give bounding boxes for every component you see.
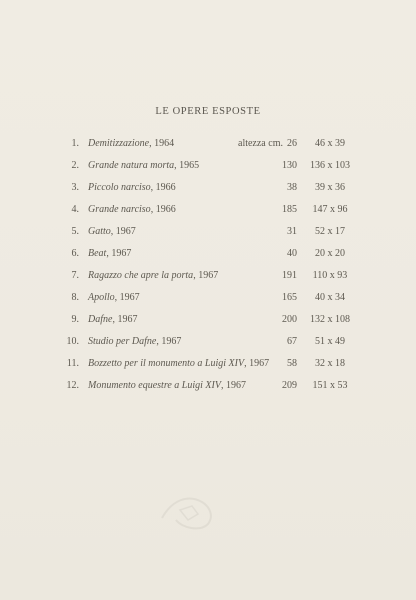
- item-work: [88, 225, 136, 239]
- item-height: 67: [287, 336, 297, 347]
- item-dimensions: 132 x 108: [310, 314, 350, 325]
- item-year: , 1967: [244, 358, 270, 369]
- item-number: 4.: [71, 204, 79, 215]
- item-year: , 1967: [112, 314, 138, 325]
- item-title: Apollo: [88, 292, 115, 303]
- list-item: [0, 291, 416, 305]
- item-title: Monumento equestre a Luigi XIV: [88, 380, 221, 391]
- item-work: [88, 357, 269, 371]
- embossed-seal: [158, 488, 220, 532]
- item-dimensions: 110 x 93: [312, 270, 348, 281]
- item-title: Bozzetto per il monumento a Luigi XIV: [88, 358, 245, 369]
- list-item: [0, 269, 416, 283]
- item-height: 40: [287, 248, 297, 259]
- item-height: 191: [282, 270, 297, 281]
- item-number: 3.: [71, 182, 79, 193]
- item-height: 209: [282, 380, 297, 391]
- item-number: 8.: [71, 292, 79, 303]
- item-number: 2.: [71, 160, 79, 171]
- page-title: LE OPERE ESPOSTE: [155, 106, 261, 117]
- list-item: [0, 225, 416, 239]
- item-work: [88, 181, 176, 195]
- item-work: [88, 159, 199, 173]
- item-work: [88, 247, 131, 261]
- item-height: 200: [282, 314, 297, 325]
- item-dimensions: 32 x 18: [315, 358, 345, 369]
- item-dimensions: 39 x 36: [315, 182, 345, 193]
- item-number: 6.: [71, 248, 79, 259]
- item-height: 58: [287, 358, 297, 369]
- item-number: 11.: [66, 358, 79, 369]
- item-work: [88, 313, 137, 327]
- item-year: , 1967: [106, 248, 132, 259]
- item-title: Demitizzazione: [88, 138, 150, 149]
- item-number: 5.: [71, 226, 79, 237]
- list-item: [0, 335, 416, 349]
- item-height: 165: [282, 292, 297, 303]
- list-item: [0, 137, 416, 151]
- item-dimensions: 136 x 103: [310, 160, 350, 171]
- item-year: , 1966: [150, 204, 176, 215]
- item-height: 38: [287, 182, 297, 193]
- item-dimensions: 51 x 49: [315, 336, 345, 347]
- item-title: Gatto: [88, 226, 111, 237]
- item-year: , 1964: [149, 138, 175, 149]
- item-height: 185: [282, 204, 297, 215]
- item-work: [88, 291, 140, 305]
- list-item: [0, 313, 416, 327]
- item-dimensions: 20 x 20: [315, 248, 345, 259]
- item-dimensions: 40 x 34: [315, 292, 345, 303]
- item-dimensions: 52 x 17: [315, 226, 345, 237]
- item-year: , 1967: [156, 336, 182, 347]
- item-work: [88, 335, 181, 349]
- item-year: , 1967: [110, 226, 136, 237]
- item-number: 1.: [71, 138, 79, 149]
- item-year: , 1965: [174, 160, 200, 171]
- item-title: Piccolo narciso: [88, 182, 151, 193]
- list-item: [0, 357, 416, 371]
- item-height: 130: [282, 160, 297, 171]
- item-title: Beat: [88, 248, 107, 259]
- item-dimensions: 46 x 39: [315, 138, 345, 149]
- list-item: [0, 159, 416, 173]
- item-work: [88, 137, 174, 151]
- item-dimensions: 147 x 96: [312, 204, 348, 215]
- item-title: Studio per Dafne: [88, 336, 157, 347]
- list-item: [0, 247, 416, 261]
- item-number: 10.: [66, 336, 79, 347]
- item-title: Ragazzo che apre la porta: [88, 270, 194, 281]
- item-title: Grande narciso: [88, 204, 151, 215]
- item-year: , 1967: [193, 270, 219, 281]
- item-title: Dafne: [88, 314, 113, 325]
- item-work: [88, 203, 176, 217]
- item-work: [88, 269, 218, 283]
- item-work: [88, 379, 246, 393]
- item-year: , 1966: [150, 182, 176, 193]
- list-item: [0, 181, 416, 195]
- item-number: 12.: [66, 380, 79, 391]
- list-item: [0, 203, 416, 217]
- item-number: 7.: [71, 270, 79, 281]
- item-dimensions: 151 x 53: [312, 380, 348, 391]
- item-year: , 1967: [220, 380, 246, 391]
- item-height: 26: [287, 138, 297, 149]
- item-number: 9.: [71, 314, 79, 325]
- item-height: 31: [287, 226, 297, 237]
- item-year: , 1967: [114, 292, 140, 303]
- item-title: Grande natura morta: [88, 160, 175, 171]
- list-item: [0, 379, 416, 393]
- height-label: altezza cm.: [238, 138, 283, 149]
